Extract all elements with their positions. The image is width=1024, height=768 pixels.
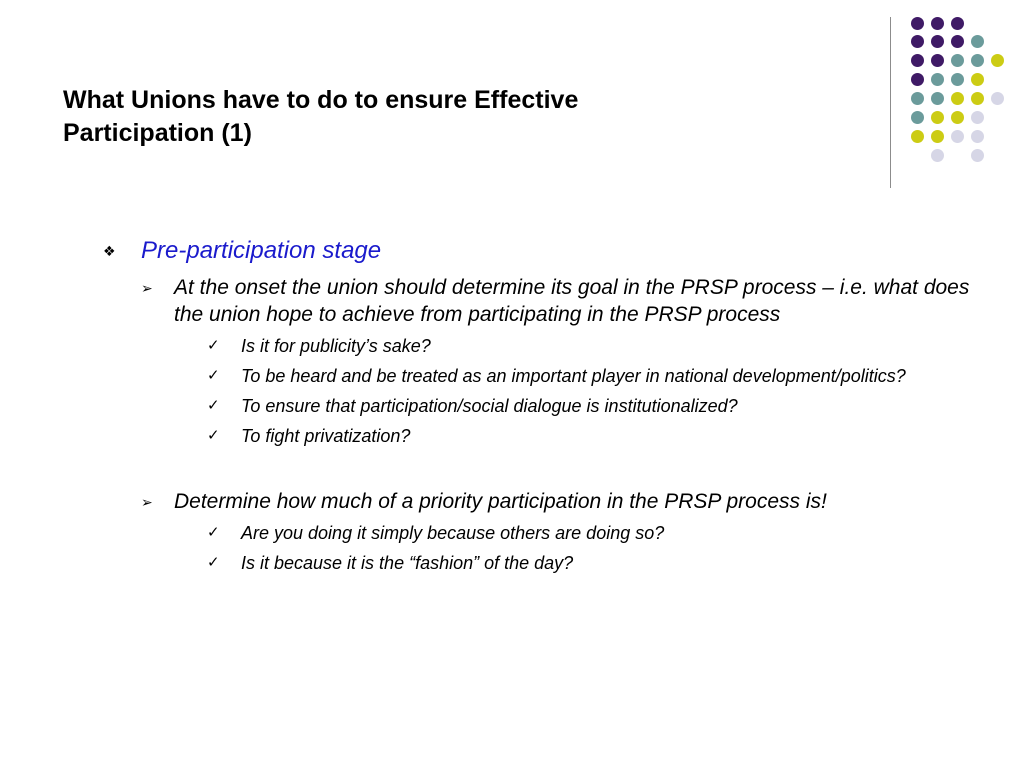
dot-lavender xyxy=(951,130,964,143)
dot-purple xyxy=(931,54,944,67)
dot-purple xyxy=(951,35,964,48)
arrow-bullet-icon: ➢ xyxy=(141,494,153,510)
decorative-dot-grid xyxy=(906,12,1006,172)
check-bullet-icon: ✓ xyxy=(207,367,220,384)
sub-item xyxy=(207,551,941,575)
point-1 xyxy=(141,274,974,328)
dot-purple xyxy=(911,17,924,30)
sub-item-text: To be heard and be treated as an important player in national development/politics? xyxy=(241,366,906,386)
dot-teal xyxy=(911,111,924,124)
dot-teal xyxy=(951,54,964,67)
dot-yellow xyxy=(931,130,944,143)
sub-item-text: To ensure that participation/social dialogue is institutionalized? xyxy=(241,396,738,416)
dot-yellow xyxy=(931,111,944,124)
slide-title xyxy=(63,84,823,150)
arrow-bullet-icon: ➢ xyxy=(141,280,153,296)
dot-yellow xyxy=(951,111,964,124)
dot-purple xyxy=(951,17,964,30)
dot-purple xyxy=(931,35,944,48)
dot-yellow xyxy=(911,130,924,143)
dot-lavender xyxy=(991,92,1004,105)
check-bullet-icon: ✓ xyxy=(207,427,220,444)
check-bullet-icon: ✓ xyxy=(207,337,220,354)
dot-purple xyxy=(911,54,924,67)
point-2 xyxy=(141,488,974,515)
dot-teal xyxy=(931,73,944,86)
point-2-text: Determine how much of a priority participation in the PRSP process is! xyxy=(174,490,827,513)
stage-heading-text: Pre-participation stage xyxy=(141,237,382,264)
sub-item-text: Is it for publicity’s sake? xyxy=(241,336,431,356)
dot-yellow xyxy=(971,73,984,86)
slide-title-line-1: What Unions have to do to ensure Effective xyxy=(63,86,579,114)
dot-teal xyxy=(911,92,924,105)
dot-lavender xyxy=(971,111,984,124)
slide-title-line-2: Participation (1) xyxy=(63,119,252,147)
sub-item xyxy=(207,521,941,545)
spacer xyxy=(0,448,1024,480)
slide-body xyxy=(0,236,1024,575)
dot-yellow xyxy=(991,54,1004,67)
dot-yellow xyxy=(951,92,964,105)
dot-teal xyxy=(971,35,984,48)
check-bullet-icon: ✓ xyxy=(207,524,220,541)
sub-item xyxy=(207,334,941,358)
sub-item xyxy=(207,394,941,418)
sub-item-text: Is it because it is the “fashion” of the day? xyxy=(241,553,574,573)
diamond-bullet-icon: ❖ xyxy=(103,243,116,259)
dot-lavender xyxy=(931,149,944,162)
sub-item xyxy=(207,364,941,388)
dot-purple xyxy=(911,73,924,86)
dot-purple xyxy=(911,35,924,48)
check-bullet-icon: ✓ xyxy=(207,554,220,571)
sub-item xyxy=(207,424,941,448)
dot-teal xyxy=(931,92,944,105)
title-divider xyxy=(890,17,891,188)
dot-lavender xyxy=(971,149,984,162)
sub-item-text: Are you doing it simply because others are doing so? xyxy=(241,523,665,543)
dot-lavender xyxy=(971,130,984,143)
point-1-text: At the onset the union should determine its goal in the PRSP process – i.e. what does the union hope to achieve from participating in the PRSP process xyxy=(174,276,970,326)
check-bullet-icon: ✓ xyxy=(207,397,220,414)
sub-item-text: To fight privatization? xyxy=(241,426,411,446)
dot-yellow xyxy=(971,92,984,105)
dot-purple xyxy=(931,17,944,30)
dot-teal xyxy=(971,54,984,67)
dot-teal xyxy=(951,73,964,86)
stage-heading xyxy=(103,236,1024,266)
